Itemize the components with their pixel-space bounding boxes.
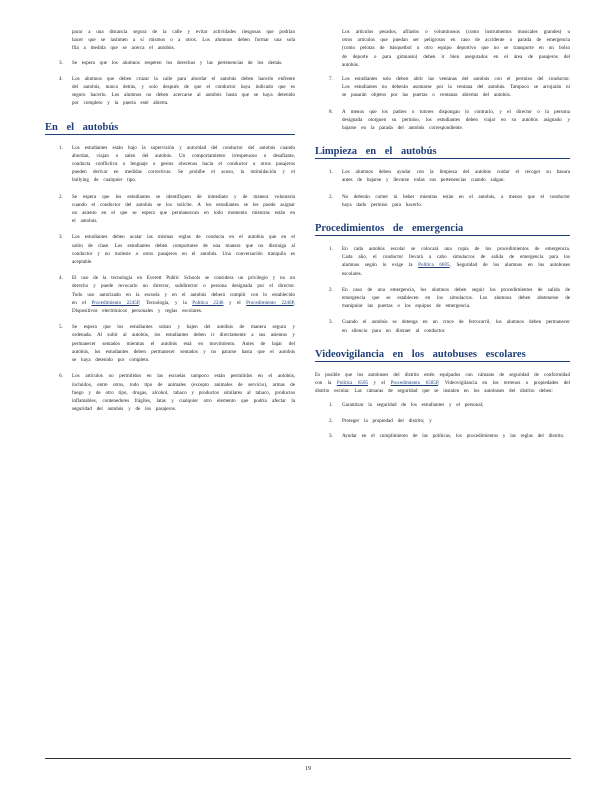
list-number: 1.: [329, 402, 333, 409]
section-heading-cleaning: Limpieza en el autobús: [315, 146, 437, 158]
list-item: [315, 75, 570, 100]
list-number: 3.: [329, 432, 333, 439]
list-number: 5.: [59, 324, 63, 331]
list-text: Los estudiantes solo deben abrir las ventanas del autobús con el permiso del conductor. Los estudiantes no deberán asomarse por la ventana del autobús. Tampoco se arrojarán ni se pasarán objetos por las puertas o ventanas abiertas del autobús.: [342, 76, 570, 99]
list-text: Los alumnos que deben cruzar la calle para abordar el autobús deben hacerlo enfrente del autobús, nunca detrás, y solo después de que el conductor haya indicado que es seguro hacerlo. Los alumnos no deben acercarse al autobús hasta que se haya detenido por completo y la puerta esté abierta.: [72, 75, 295, 107]
procedure-2246p-link[interactable]: Procedimiento 2246P: [246, 299, 294, 306]
list-number: 8.: [329, 108, 333, 115]
list-number: 4.: [59, 275, 63, 282]
list-text: Proteger la propiedad del distrito; y: [342, 417, 432, 424]
list-item: [45, 59, 295, 67]
list-number: 2.: [329, 193, 333, 200]
list-text: En cada autobús escolar se colocará una copia de los procedimientos de emergencia. Cada año, el conductor llevará a cabo simulacros de salida de emergencia para los alumnos según lo exige la: [342, 246, 570, 269]
surveillance-intro: [315, 371, 570, 396]
list-text: Los estudiantes están bajo la supervisión y autoridad del conductor del autobús cuando abordan, viajan o salen del autobús. Un comportamiento irrespetuoso o desafiante, conducta conflictiva o lenguaje o gestos obscenos hacia el conductor u otros pasajeros pueden derivar en medidas correctivas. Se prohíbe el acoso, la intimidación y el bullying de cualquier tipo.: [72, 144, 295, 184]
section-heading-video-surveillance: Videovigilancia en los autobuses escolares: [315, 348, 526, 360]
section-heading-on-bus: En el autobús: [45, 121, 119, 133]
list-item: [315, 193, 570, 209]
list-item: [315, 286, 570, 311]
list-number: 7.: [329, 76, 333, 83]
list-number: 3.: [59, 59, 63, 66]
list-number: 2.: [329, 417, 333, 424]
list-item: [315, 417, 570, 425]
list-item: [45, 372, 295, 413]
list-text: A menos que los padres o tutores dispongan lo contrario, y el director o la persona designada otorguen su permiso, los estudiantes deben viajar en su autobús asignado y bajarse en la parada del autobús correspondiente.: [342, 108, 570, 132]
list-text: En caso de una emergencia, los alumnos deben seguir los procedimientos de salida de emergencia que se establecen en los simulacros. Los alumnos deben abstenerse de manipular las puertas o los equipos de emergencia.: [342, 286, 570, 310]
list-number: 1.: [59, 144, 63, 151]
list-item: [45, 193, 295, 226]
right-column: [315, 28, 570, 447]
list-item: [315, 168, 570, 184]
list-text: Los estudiantes deben acatar las mismas reglas de conducta en el autobús que en el salón de clase. Los estudiantes deben comportarse de una manera que no distraiga al conductor y no moleste a otros pasajeros en el autobús. Una conversación tranquila es aceptable.: [72, 234, 295, 266]
list-item: [315, 401, 570, 409]
policy-6505-link[interactable]: Política 6505: [336, 380, 369, 387]
list-text: Los artículos no permitidos en las escuelas tampoco están permitidos en el autobús, incluidos, entre otros, todo tipo de animales (excepto animales de servicio), armas de fuego y de otro tipo, drogas, alcohol, tabaco y productos similares al tabaco, productos inflamables, contenedores frágiles, latas y cualquier otro elemento que podría afectar la seguridad del autobús y de los pasajeros.: [72, 373, 295, 413]
list-number: 1.: [329, 169, 333, 176]
list-text: y el: [228, 299, 241, 306]
list-number: 2.: [59, 193, 63, 200]
list-number: 6.: [59, 373, 63, 380]
procedure-2245p-link[interactable]: Procedimiento 2245P: [91, 299, 140, 306]
list-item: [45, 274, 295, 315]
list-number: 4.: [59, 75, 63, 82]
heading-divider: [315, 361, 570, 362]
paragraph-text: y el: [373, 380, 386, 387]
paragraph-text: Es posible que los autobuses del distrito estén equipados con cámaras de seguridad de conformidad con la: [315, 371, 570, 387]
list-item: [45, 323, 295, 364]
list-text: Garantizar la seguridad de los estudiantes y el personal;: [342, 402, 484, 409]
left-column: [45, 28, 295, 421]
footer-divider: [45, 758, 571, 759]
list-item: [45, 144, 295, 185]
page-number: 19: [305, 766, 311, 772]
list-text: , Tecnología, y la: [139, 299, 187, 306]
list-text: , Dispositivos electrónicos personales y reglas escolares.: [72, 299, 296, 315]
list-item: [315, 318, 570, 334]
list-text: El uso de la tecnología en Everett Public Schools se considera un privilegio y no un derecho y puede revocarlo un director, subdirector o persona designada por el director. Todo uso autorizado en la escuela y en el autobús deberá cumplir con lo establecido en el: [72, 275, 295, 306]
list-text: Se espera que los estudiantes suban y bajen del autobús de manera segura y ordenada. Al subir al autobús, los estudiantes deben ir directamente a sus asientos y permanecer sentados mientras el autobús está en movimiento. Antes de bajar del autobús, los estudiantes deben permanecer sentados y no pararse hasta que el autobús se haya detenido por completo.: [72, 324, 295, 364]
heading-divider: [315, 158, 570, 159]
list-text: Cuando el autobús se detenga en un cruce de ferrocarril, los alumnos deben permanecer en silencio para no distraer al conductor.: [342, 319, 570, 334]
list-number: 1.: [329, 246, 333, 253]
list-text: No deberán comer ni beber mientras están en el autobús, a menos que el conductor haya dado permiso para hacerlo.: [342, 193, 570, 208]
list-item: [315, 432, 570, 440]
section-heading-emergency: Procedimientos de emergencia: [315, 223, 464, 235]
list-item: [315, 245, 570, 278]
list-text: , Seguridad de los alumnos en los autobuses escolares.: [342, 262, 570, 277]
list-item: [45, 75, 295, 108]
policy-6605-link[interactable]: Política 6605: [418, 262, 450, 269]
list-text: Se espera que los estudiantes se identifiquen de inmediato y de manera voluntaria cuando el conductor del autobús se los solicite. A los estudiantes se les puede asignar un asiento en el que se espera que permanezcan en todo momento mientras están en el autobús.: [72, 193, 295, 225]
list-item: [45, 233, 295, 266]
continued-paragraph: Los artículos pesados, afilados o voluminosos (como instrumentos musicales grandes) u otros artículos que puedan ser peligrosos en caso de accidente o parada de emergencia (como pelotas de básquetbol u otro equipo deportivo que no se transporte en un bolso de deporte o para gimnasio) deben ir bien asegurados en el área de pasajeros del autobús.: [342, 29, 570, 68]
intro-paragraph: parar a una distancia segura de la calle y evitar actividades riesgosas que podrían hacer que se lastimen a sí mismos o a otros. Los alumnos deben formar una sola fila a medida que se acerca el autobús.: [72, 29, 295, 52]
heading-divider: [315, 235, 570, 236]
list-text: Ayudar en el cumplimiento de las políticas, los procedimientos y las reglas del distrito.: [342, 432, 565, 439]
list-item: [315, 108, 570, 133]
procedure-6505p-link[interactable]: Procedimiento 6505P: [390, 380, 439, 387]
list-number: 2.: [329, 286, 333, 293]
paragraph-text: , Videovigilancia en los terrenos o propiedades del distrito escolar. Las cámaras de seguridad que se instalen en los autobuses del distrito deben:: [315, 380, 570, 395]
heading-divider: [45, 134, 295, 135]
policy-2246-link[interactable]: Política 2246: [192, 299, 224, 306]
list-number: 3.: [59, 234, 63, 241]
list-text: Se espera que los alumnos respeten los derechos y las pertenencias de los demás.: [72, 59, 283, 66]
list-text: Los alumnos deben ayudar con la limpieza del autobús cuidar el recoger su basura antes de bajarse y llevarse todas sus pertenencias cuando salgan.: [342, 169, 570, 184]
list-number: 3.: [329, 319, 333, 326]
